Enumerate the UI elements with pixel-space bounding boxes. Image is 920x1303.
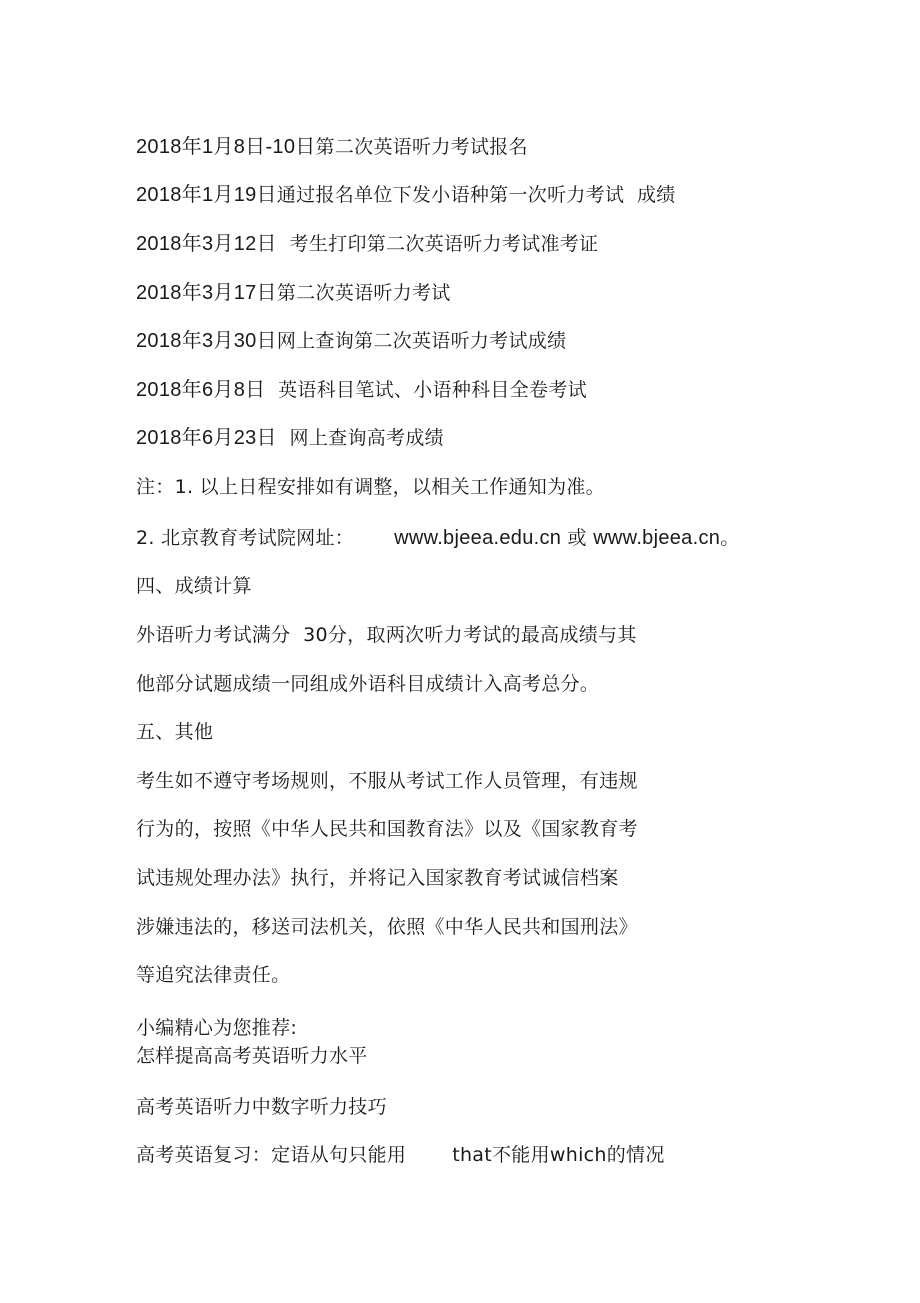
schedule-date: 2018年3月17日: [136, 282, 277, 304]
section-5-line: 行为的，按照《中华人民共和国教育法》以及《国家教育考: [136, 818, 638, 840]
section-5-line: 等追究法律责任。: [136, 964, 291, 986]
recommend-link[interactable]: 高考英语听力中数字听力技巧: [136, 1096, 387, 1118]
section-5-line: 试违规处理办法》执行，并将记入国家教育考试诚信档案: [136, 867, 619, 889]
recommend-last-suffix: that不能用which的情况: [452, 1144, 665, 1166]
schedule-text: 英语科目笔试、小语种科目全卷考试: [265, 379, 587, 401]
section-4-line: 他部分试题成绩一同组成外语科目成绩计入高考总分。: [136, 673, 600, 695]
schedule-item: [136, 280, 451, 306]
schedule-text: 考生打印第二次英语听力考试准考证: [276, 233, 599, 255]
schedule-text: 通过报名单位下发小语种第一次听力考试 成绩: [276, 184, 676, 206]
schedule-date: 2018年3月12日: [136, 233, 277, 255]
schedule-item: [136, 231, 598, 257]
schedule-item: [136, 134, 528, 160]
section-4-heading: 四、成绩计算: [136, 575, 252, 597]
schedule-item: [136, 425, 444, 451]
section-5-heading: 五、其他: [136, 721, 214, 743]
schedule-date: 2018年6月23日: [136, 427, 277, 449]
schedule-item: [136, 182, 676, 208]
section-4-line: 外语听力考试满分 30分，取两次听力考试的最高成绩与其: [136, 624, 637, 646]
recommend-last-prefix: 高考英语复习：定语从句只能用: [136, 1144, 407, 1166]
section-5-line: 涉嫌违法的，移送司法机关，依照《中华人民共和国刑法》: [136, 916, 638, 938]
note-2-prefix: 2. 北京教育考试院网址：: [136, 527, 355, 549]
schedule-item: [136, 377, 587, 403]
recommend-link[interactable]: [136, 1142, 665, 1168]
recommend-intro: 小编精心为您推荐:: [136, 1017, 298, 1039]
schedule-text: 第二次英语听力考试报名: [315, 136, 528, 158]
recommend-link[interactable]: 怎样提高高考英语听力水平: [136, 1045, 368, 1067]
note-2-or: 或: [561, 527, 594, 549]
schedule-text: 第二次英语听力考试: [276, 282, 451, 304]
note-2-end: 。: [720, 527, 740, 549]
schedule-item: [136, 328, 566, 354]
note-1: 注：1. 以上日程安排如有调整，以相关工作通知为准。: [136, 476, 605, 498]
schedule-text: 网上查询第二次英语听力考试成绩: [276, 330, 567, 352]
schedule-date: 2018年1月19日: [136, 184, 277, 206]
section-5-line: 考生如不遵守考场规则，不服从考试工作人员管理，有违规: [136, 770, 638, 792]
website-link-2[interactable]: www.bjeea.cn: [593, 527, 721, 549]
schedule-text: 网上查询高考成绩: [276, 427, 444, 449]
schedule-date: 2018年3月30日: [136, 330, 277, 352]
schedule-date: 2018年1月8日-10日: [136, 136, 316, 158]
note-2: [136, 525, 740, 551]
schedule-date: 2018年6月8日: [136, 379, 266, 401]
website-link-1[interactable]: www.bjeea.edu.cn: [394, 527, 562, 549]
